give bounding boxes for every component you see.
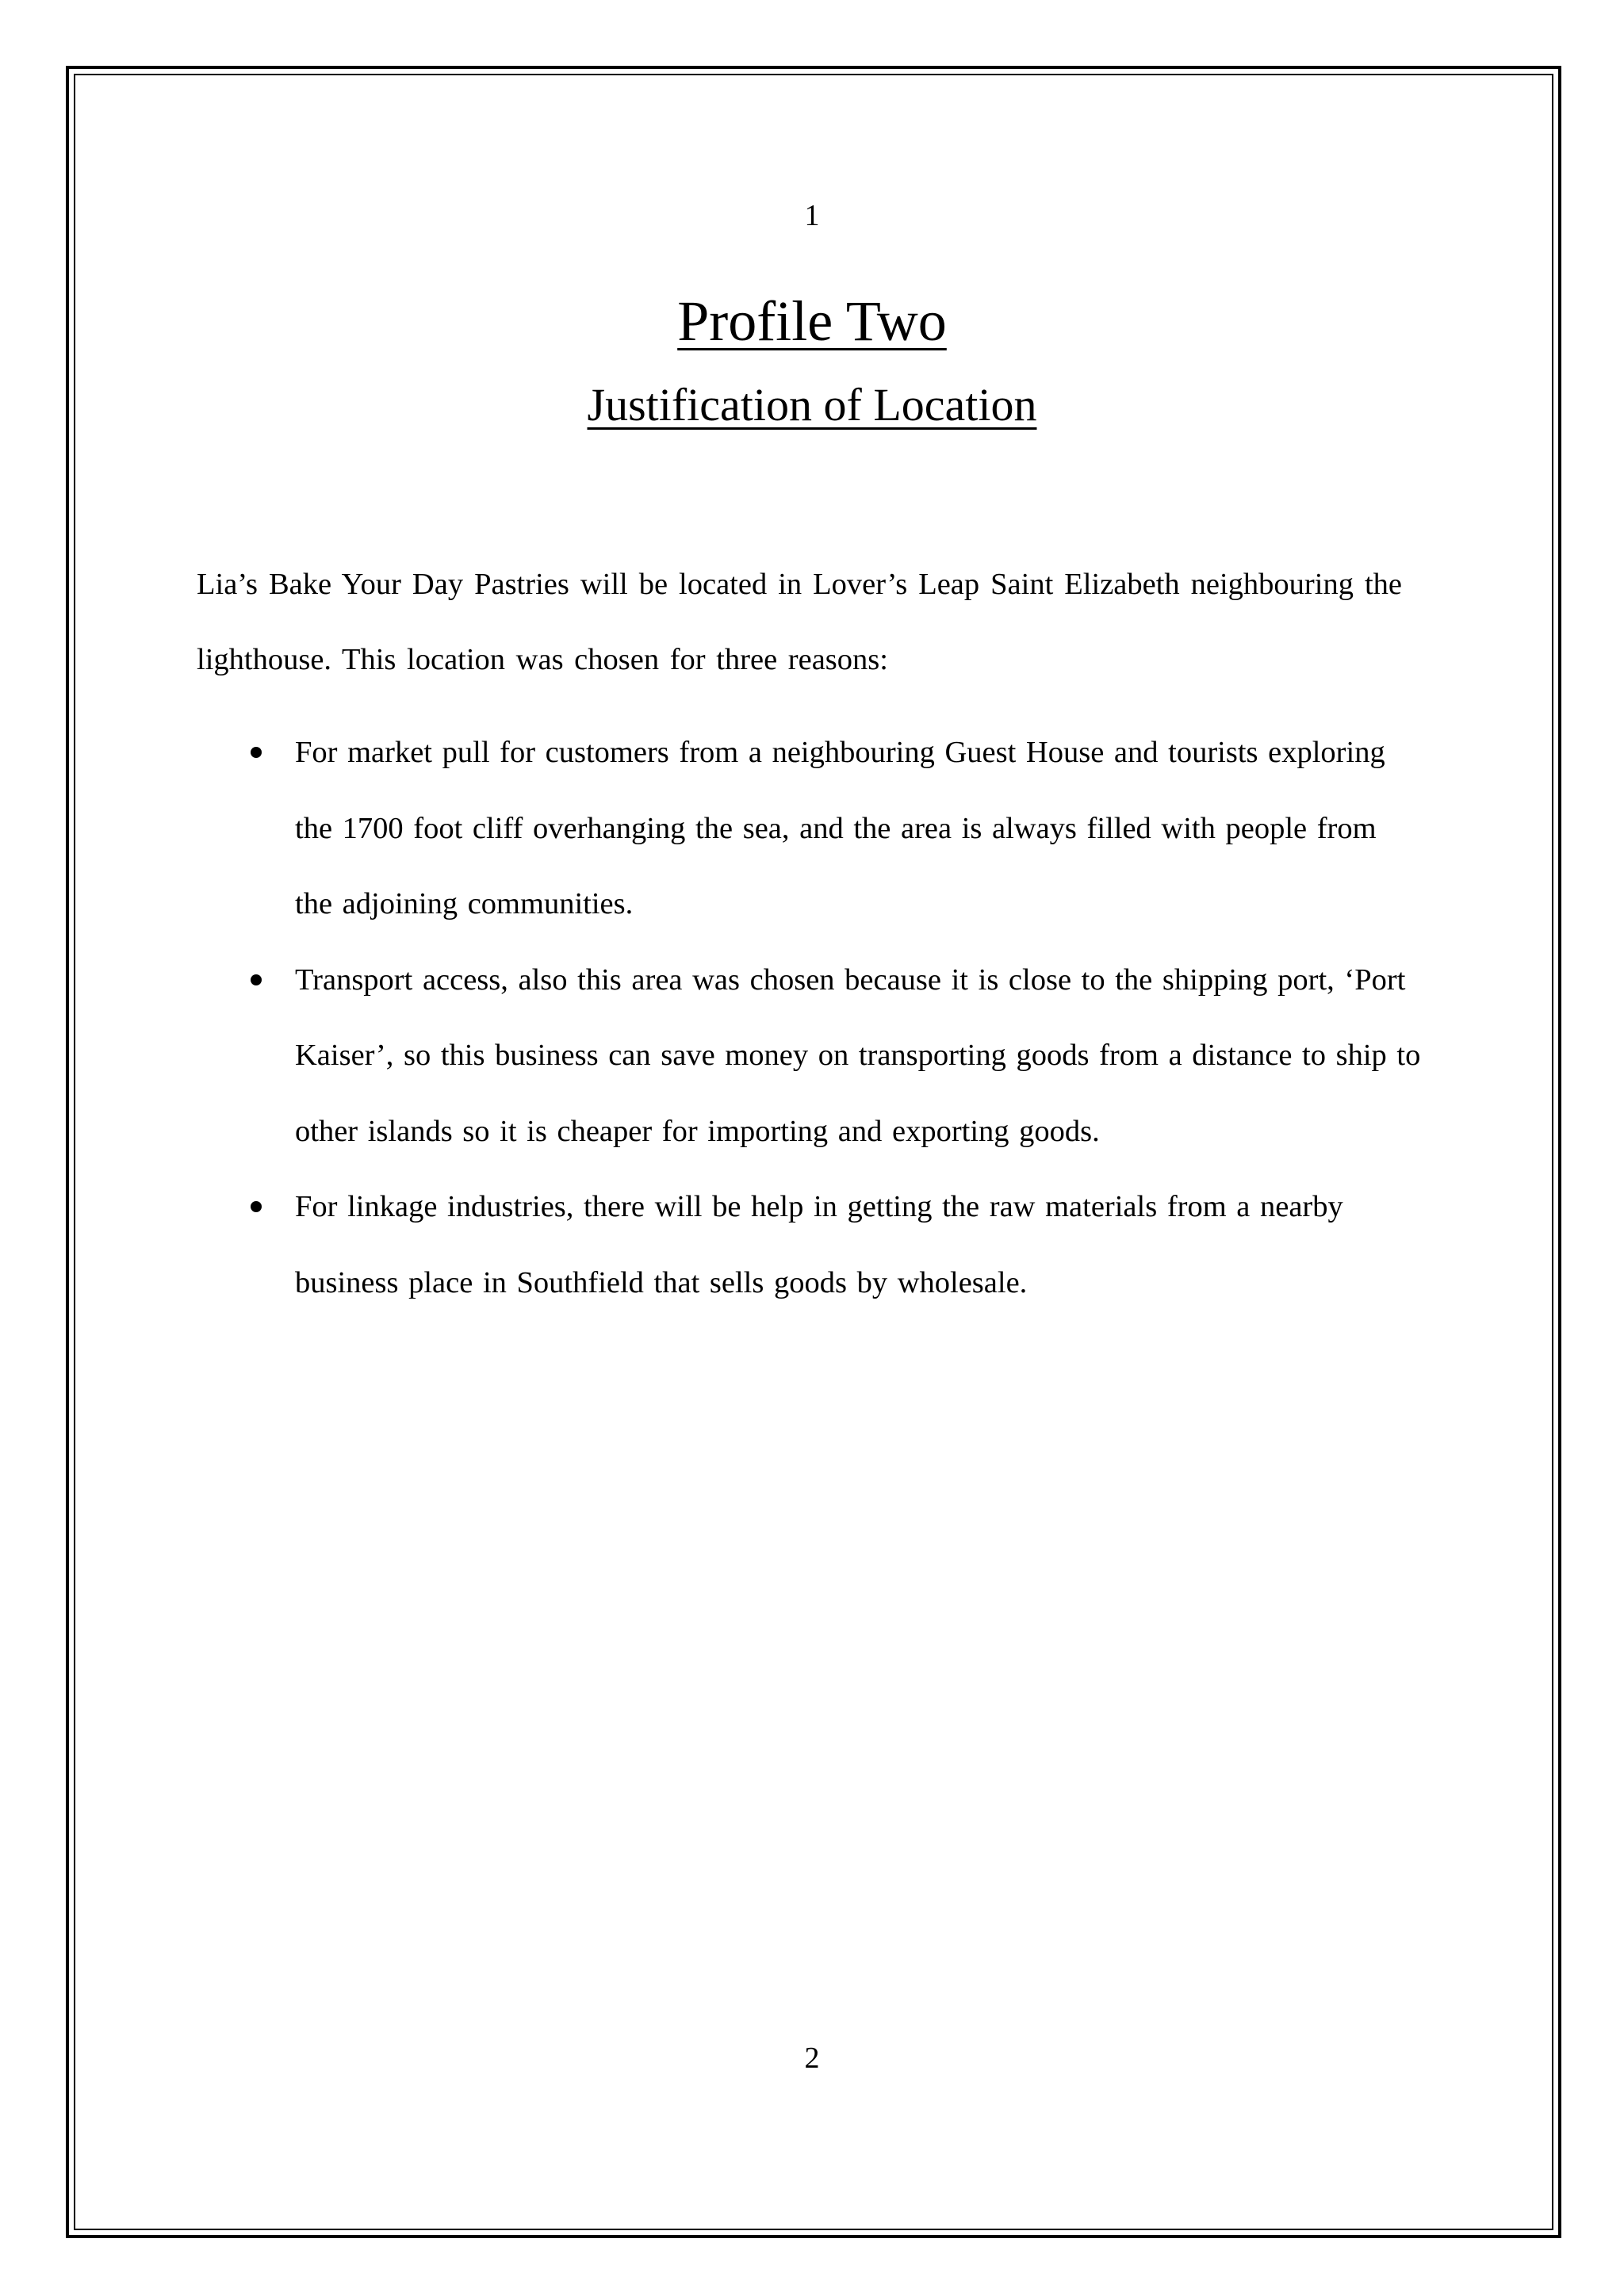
bullet-icon bbox=[251, 974, 262, 985]
page-number-bottom: 2 bbox=[804, 2042, 820, 2075]
page-title: Profile Two bbox=[677, 289, 947, 353]
reason-text: Transport access, also this area was chosen because it is close to the shipping port, ‘Port Kaiser’, so this business can save money on transporting goods from a distance to ship to other islands so it is cheaper for importing and exporting goods. bbox=[295, 962, 1421, 1148]
reason-item-3 bbox=[197, 1169, 1434, 1321]
reason-text: For linkage industries, there will be help in getting the raw materials from a nearby business place in Southfield that sells goods by wholesale. bbox=[295, 1190, 1343, 1299]
intro-paragraph: Lia’s Bake Your Day Pastries will be located in Lover’s Leap Saint Elizabeth neighbouring the lighthouse. This location was chosen for three reasons: bbox=[197, 568, 1402, 676]
bullet-icon bbox=[251, 1201, 262, 1212]
reasons-list bbox=[197, 715, 1434, 1321]
bullet-icon bbox=[251, 747, 262, 758]
page-number-top: 1 bbox=[804, 199, 820, 232]
reason-text: For market pull for customers from a neighbouring Guest House and tourists exploring the 1700 foot cliff overhanging the sea, and the area is always filled with people from the adjoining communities. bbox=[295, 736, 1385, 920]
reason-item-2 bbox=[197, 943, 1434, 1170]
reason-item-1 bbox=[197, 715, 1434, 943]
page-subtitle: Justification of Location bbox=[587, 379, 1037, 430]
